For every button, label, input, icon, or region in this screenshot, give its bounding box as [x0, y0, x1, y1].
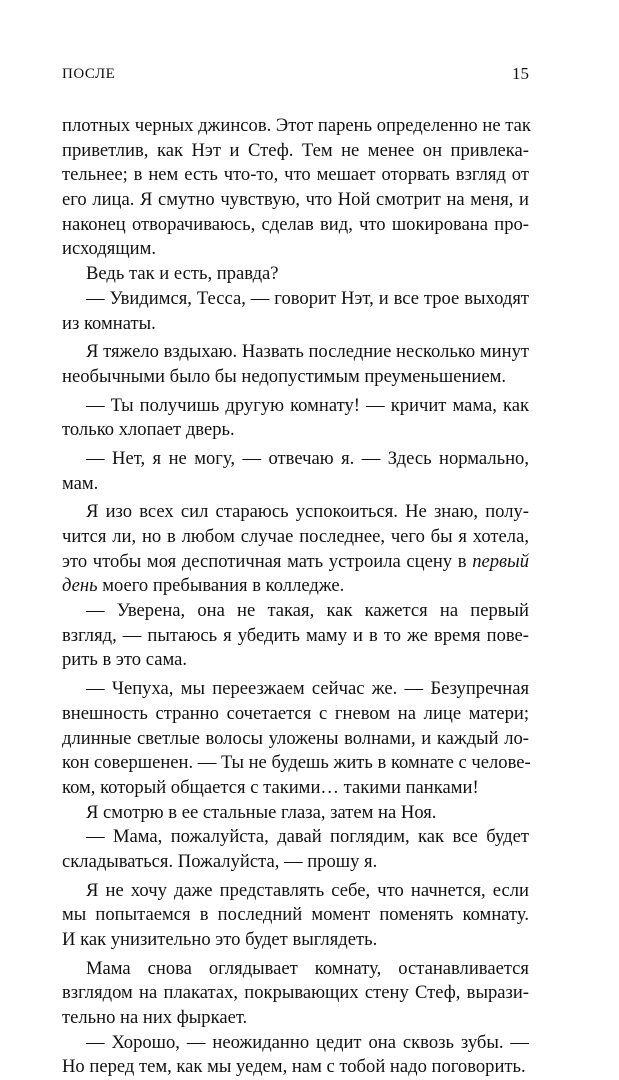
text-line: из комнаты.: [62, 312, 156, 334]
text-line: необычными было бы недопустимым преуменьшением.: [62, 365, 507, 387]
text-line: Я не хочу даже представлять себе, что начнется, если: [86, 879, 529, 901]
text-segment: моего пребывания в колледже.: [97, 575, 345, 597]
page-number: 15: [512, 64, 529, 83]
text-line: рить в это сама.: [62, 649, 188, 671]
text-line: длинные светлые волосы уложены волнами, и каждый ло-: [62, 727, 529, 749]
text-line: приветлив, как Нэт и Стеф. Тем не менее он привлека-: [62, 139, 529, 161]
text-line: [62, 550, 529, 575]
text-line: Я смотрю в ее стальные глаза, затем на Ноя.: [86, 801, 437, 823]
text-line: — Нет, я не могу, — отвечаю я. — Здесь нормально,: [86, 447, 529, 469]
text-line: — Чепуха, мы переезжаем сейчас же. — Безупречная: [86, 678, 529, 700]
text-line: И как унизительно это будет выглядеть.: [62, 929, 378, 950]
text-line: наконец отворачиваюсь, сделав вид, что шокирована про-: [62, 213, 529, 235]
text-line: мы попытаемся в последний момент поменять комнату.: [62, 904, 529, 926]
text-line: Ведь так и есть, правда?: [86, 263, 279, 285]
text-line: Но перед тем, как мы уедем, нам с тобой надо поговорить.: [62, 1056, 526, 1078]
text-line: чится ли, но в любом случае последнее, чего бы я хотела,: [62, 526, 529, 547]
text-line: только хлопает дверь.: [62, 419, 235, 441]
text-line: Мама снова оглядывает комнату, останавливается: [86, 957, 529, 979]
italic-text: первый: [472, 550, 529, 572]
text-line: его лица. Я смутно чувствую, что Ной смотрит на меня, и: [62, 189, 529, 211]
text-line: тельнее; в нем есть что-то, что мешает оторвать взгляд от: [62, 164, 529, 186]
text-line: Я изо всех сил стараюсь успокоиться. Не знаю, полу-: [86, 501, 529, 523]
text-segment: это чтобы моя деспотичная мать устроила сцену в: [62, 550, 473, 572]
text-line: Я тяжело вздыхаю. Назвать последние несколько минут: [86, 341, 529, 363]
text-line: тельно на них фыркает.: [62, 1007, 248, 1029]
text-line: складываться. Пожалуйста, — прошу я.: [62, 850, 378, 872]
text-line: взглядом на плакатах, покрывающих стену Стеф, вырази-: [62, 982, 529, 1004]
text-line: — Уверена, она не такая, как кажется на первый: [86, 600, 529, 622]
running-title: ПОСЛЕ: [62, 66, 116, 82]
text-line: кон совершенен. — Ты не будешь жить в комнате с челове-: [62, 752, 531, 774]
text-line: исходящим.: [62, 238, 157, 260]
text-line: — Мама, пожалуйста, давай поглядим, как все будет: [86, 826, 529, 848]
italic-text: день: [62, 575, 98, 597]
text-line: [62, 574, 529, 599]
text-line: мам.: [62, 472, 99, 494]
text-line: — Хорошо, — неожиданно цедит она сквозь зубы. —: [86, 1031, 529, 1053]
text-line: плотных черных джинсов. Этот парень определенно не так: [62, 115, 531, 136]
text-line: — Увидимся, Тесса, — говорит Нэт, и все трое выходят: [86, 287, 529, 309]
text-line: внешность странно сочетается с гневом на лице матери;: [62, 702, 529, 724]
text-line: ком, который общается с такими… такими панками!: [62, 776, 479, 798]
text-line: взгляд, — пытаюсь я убедить маму и в то же время пове-: [62, 624, 529, 646]
body-text: [62, 114, 529, 1080]
text-line: — Ты получишь другую комнату! — кричит мама, как: [86, 394, 529, 416]
